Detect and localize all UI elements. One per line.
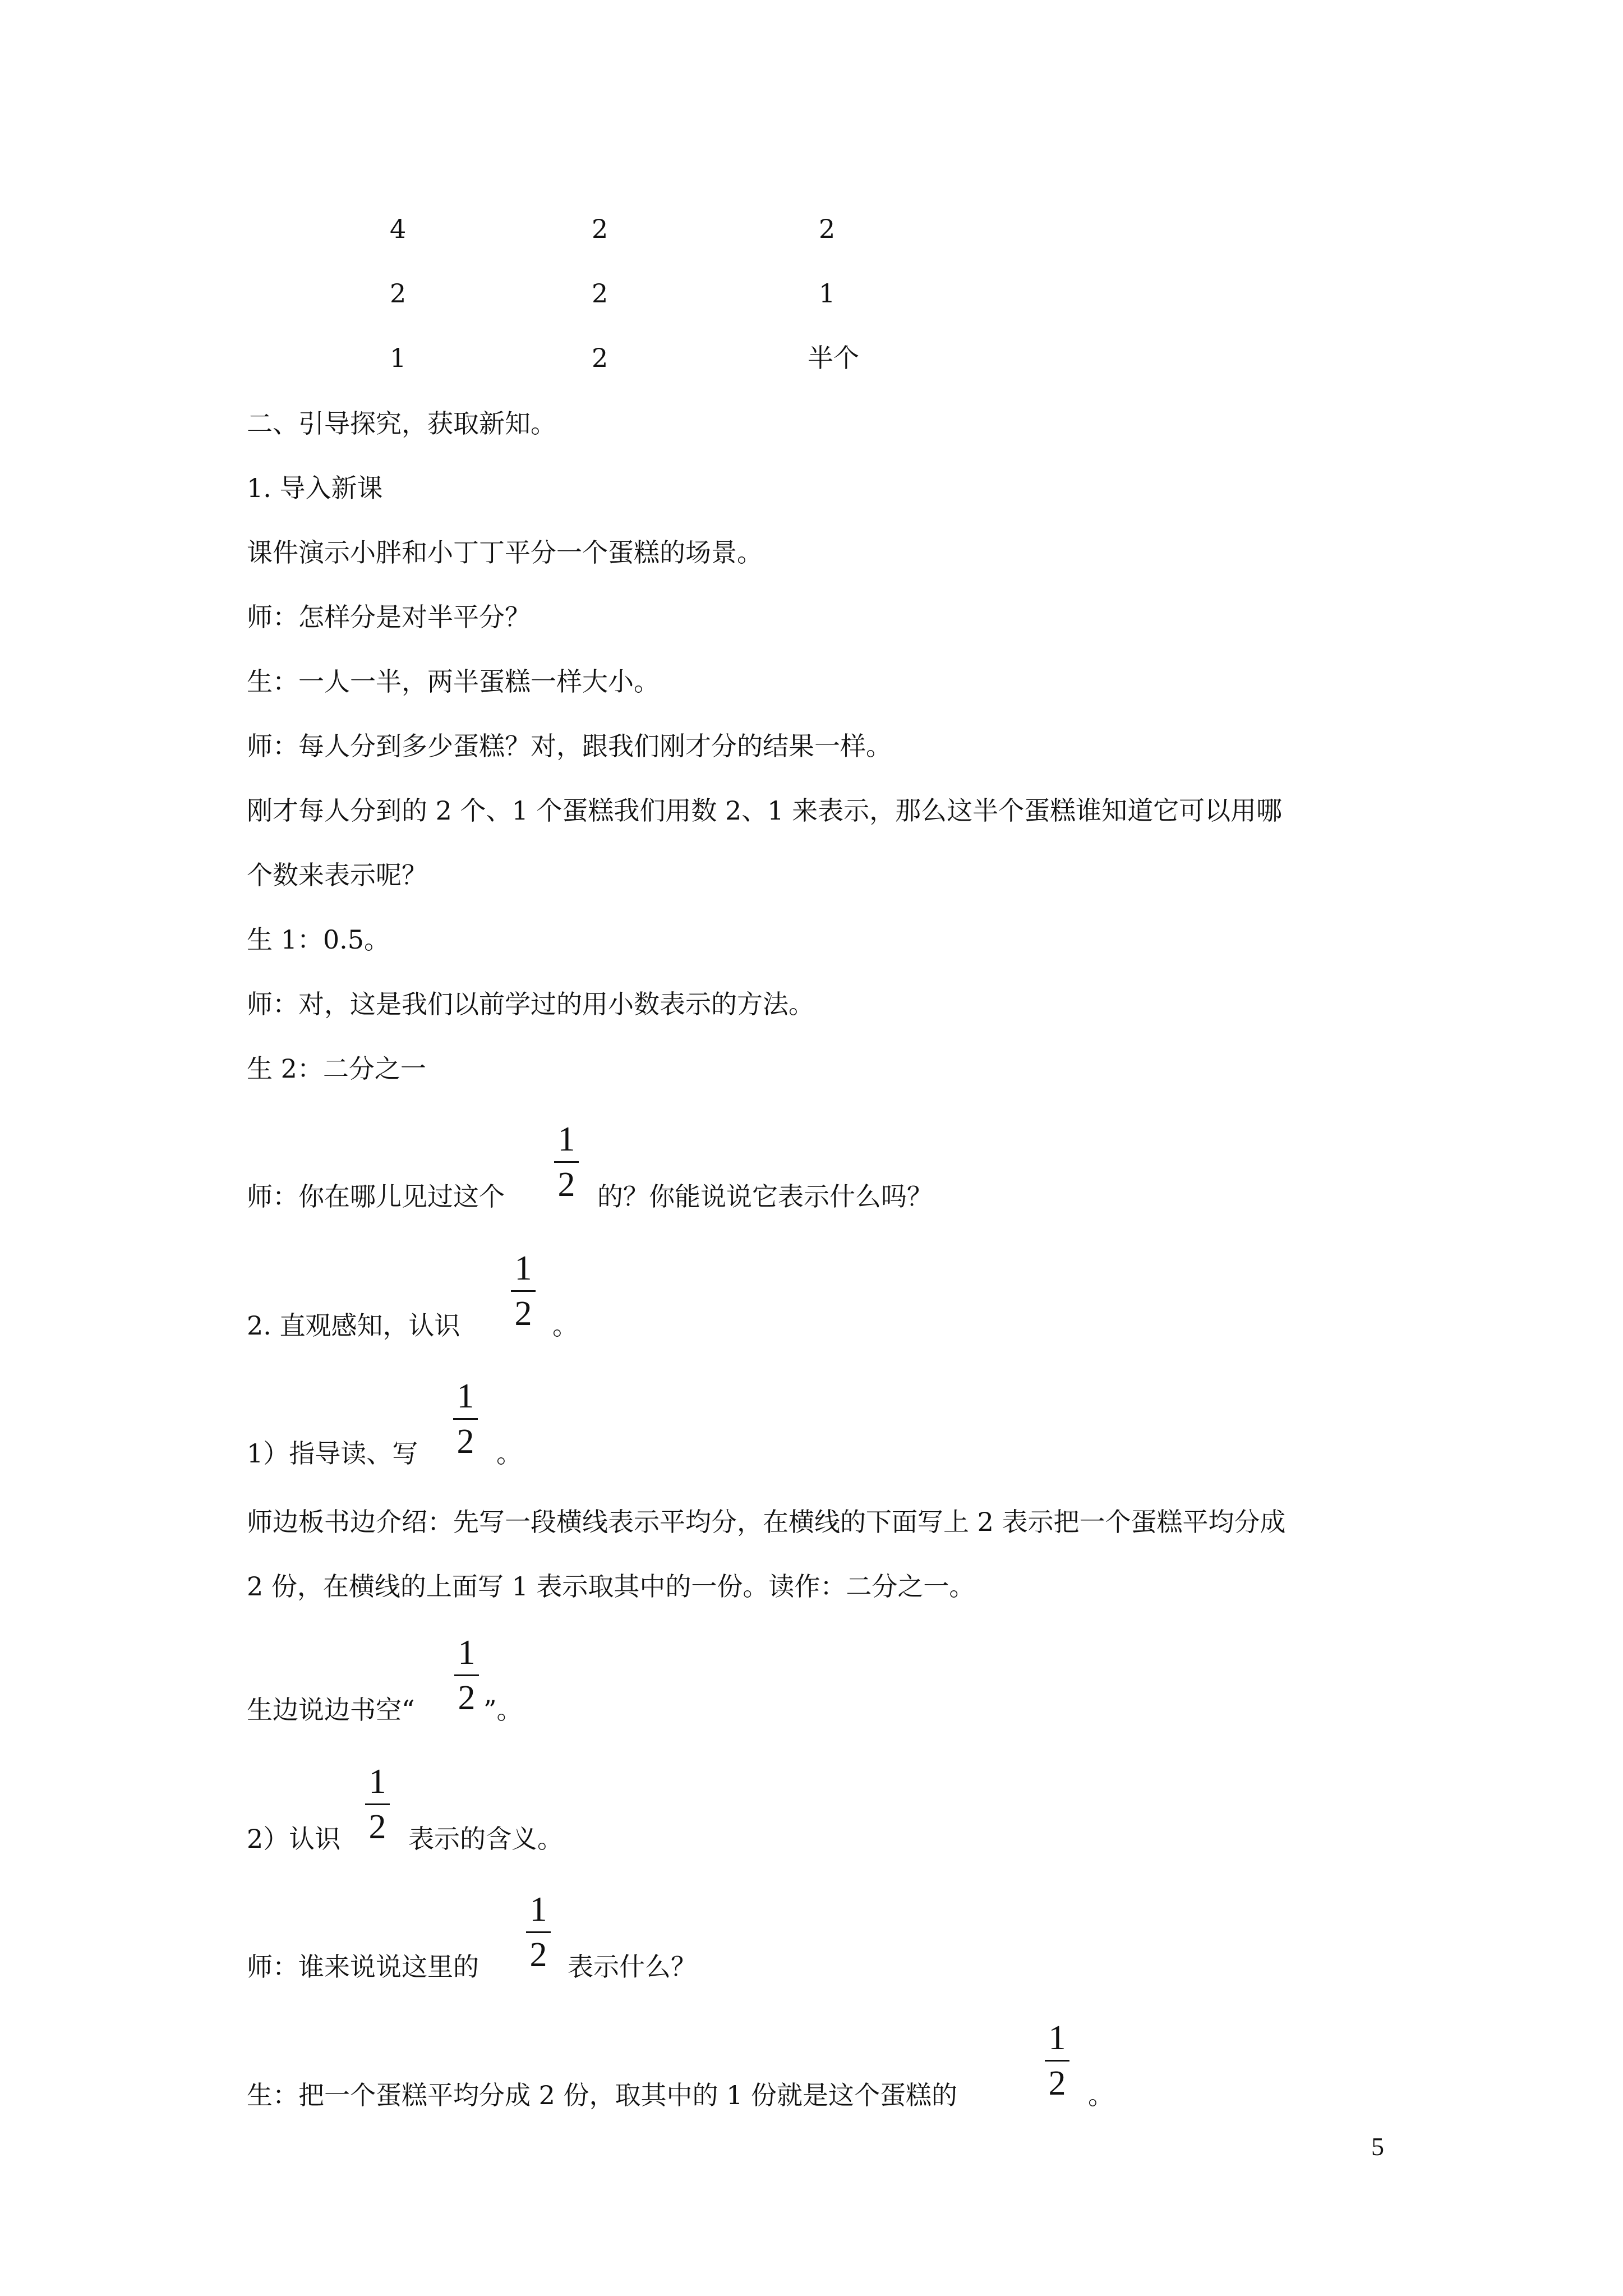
fraction-denominator: 2 <box>368 1808 386 1846</box>
text-segment: 。 <box>1088 2080 1114 2110</box>
fraction-one-half <box>449 1379 482 1459</box>
text-segment: ”。 <box>483 1695 523 1725</box>
text-line-with-fraction <box>568 1954 697 1980</box>
text-line-with-fraction <box>496 1438 522 1469</box>
table-cell: 1 <box>390 343 407 373</box>
text-line: 师：怎样分是对半平分？ <box>247 602 531 632</box>
text-line-with-fraction <box>247 2082 957 2108</box>
fraction-numerator: 1 <box>458 1634 476 1672</box>
table-cell: 半个 <box>808 343 859 373</box>
text-segment: 。 <box>496 1438 522 1469</box>
text-line-with-fraction <box>552 1310 578 1341</box>
text-segment: 的？你能说说它表示什么吗？ <box>597 1181 933 1212</box>
text-line: 师：对，这是我们以前学过的用小数表示的方法。 <box>247 989 814 1019</box>
fraction-one-half <box>550 1122 583 1202</box>
text-segment: 生：把一个蛋糕平均分成 2 份，取其中的 1 份就是这个蛋糕的 <box>247 2080 958 2110</box>
fraction-bar <box>454 1674 479 1676</box>
text-segment: 表示什么？ <box>568 1952 697 1982</box>
text-segment: 2）认识 <box>247 1824 341 1854</box>
fraction-numerator: 1 <box>1048 2019 1066 2057</box>
table-cell: 2 <box>592 343 608 373</box>
fraction-denominator: 2 <box>1048 2064 1066 2102</box>
text-line-with-fraction <box>247 1954 479 1980</box>
table-cell: 1 <box>819 278 836 309</box>
table-cell: 4 <box>390 214 407 244</box>
table-cell: 2 <box>819 214 836 244</box>
text-line: 生 2：二分之一 <box>247 1053 426 1084</box>
text-line: 师边板书边介绍：先写一段横线表示平均分，在横线的下面写上 2 表示把一个蛋糕平均分成 <box>247 1507 1286 1537</box>
fraction-bar <box>365 1803 390 1805</box>
fraction-bar <box>554 1161 579 1163</box>
fraction-one-half <box>1040 2021 1074 2101</box>
text-line-with-fraction <box>247 1697 415 1723</box>
text-line-with-fraction <box>247 1310 460 1341</box>
text-line-with-fraction <box>247 1181 505 1212</box>
page-number: 5 <box>1371 2132 1384 2161</box>
text-segment: 。 <box>552 1310 578 1341</box>
fraction-bar <box>1045 2060 1069 2062</box>
fraction-one-half <box>450 1635 483 1715</box>
table-cell: 2 <box>390 278 407 309</box>
text-line: 生 1：0.5。 <box>247 924 390 955</box>
fraction-numerator: 1 <box>368 1763 386 1801</box>
text-line: 师：每人分到多少蛋糕？对，跟我们刚才分的结果一样。 <box>247 731 892 761</box>
fraction-denominator: 2 <box>529 1936 547 1974</box>
fraction-numerator: 1 <box>529 1890 547 1929</box>
fraction-numerator: 1 <box>557 1120 575 1158</box>
text-line: 个数来表示呢？ <box>247 860 427 890</box>
text-line-with-fraction <box>1088 2082 1114 2108</box>
text-segment: 师：谁来说说这里的 <box>247 1952 479 1982</box>
fraction-denominator: 2 <box>514 1295 532 1333</box>
text-line-with-fraction <box>483 1697 523 1723</box>
text-line: 生：一人一半，两半蛋糕一样大小。 <box>247 666 660 697</box>
fraction-numerator: 1 <box>457 1377 474 1415</box>
fraction-denominator: 2 <box>557 1166 575 1204</box>
subsection-heading: 1. 导入新课 <box>247 473 383 503</box>
fraction-denominator: 2 <box>457 1423 474 1461</box>
fraction-bar <box>453 1418 478 1420</box>
text-line-with-fraction <box>247 1826 340 1852</box>
fraction-one-half <box>361 1764 394 1844</box>
table-cell: 2 <box>592 278 608 309</box>
text-segment: 师：你在哪儿见过这个 <box>247 1181 505 1212</box>
text-line-with-fraction <box>597 1181 933 1212</box>
text-line: 刚才每人分到的 2 个、1 个蛋糕我们用数 2、1 来表示，那么这半个蛋糕谁知道它可以用哪 <box>247 795 1283 826</box>
text-segment: 表示的含义。 <box>408 1824 563 1854</box>
section-heading: 二、引导探究，获取新知。 <box>247 408 556 439</box>
text-line: 课件演示小胖和小丁丁平分一个蛋糕的场景。 <box>247 537 763 568</box>
text-line-with-fraction <box>408 1826 563 1852</box>
fraction-denominator: 2 <box>458 1679 476 1717</box>
text-segment: 1）指导读、写 <box>247 1438 418 1469</box>
text-line-with-fraction <box>247 1438 418 1469</box>
text-segment: 生边说边书空“ <box>247 1695 415 1725</box>
text-line: 2 份，在横线的上面写 1 表示取其中的一份。读作：二分之一。 <box>247 1571 975 1602</box>
fraction-bar <box>511 1290 536 1292</box>
fraction-one-half <box>522 1892 555 1972</box>
fraction-bar <box>526 1931 551 1933</box>
fraction-one-half <box>506 1251 540 1331</box>
fraction-numerator: 1 <box>514 1249 532 1287</box>
text-segment: 2. 直观感知，认识 <box>247 1310 460 1341</box>
table-cell: 2 <box>592 214 608 244</box>
